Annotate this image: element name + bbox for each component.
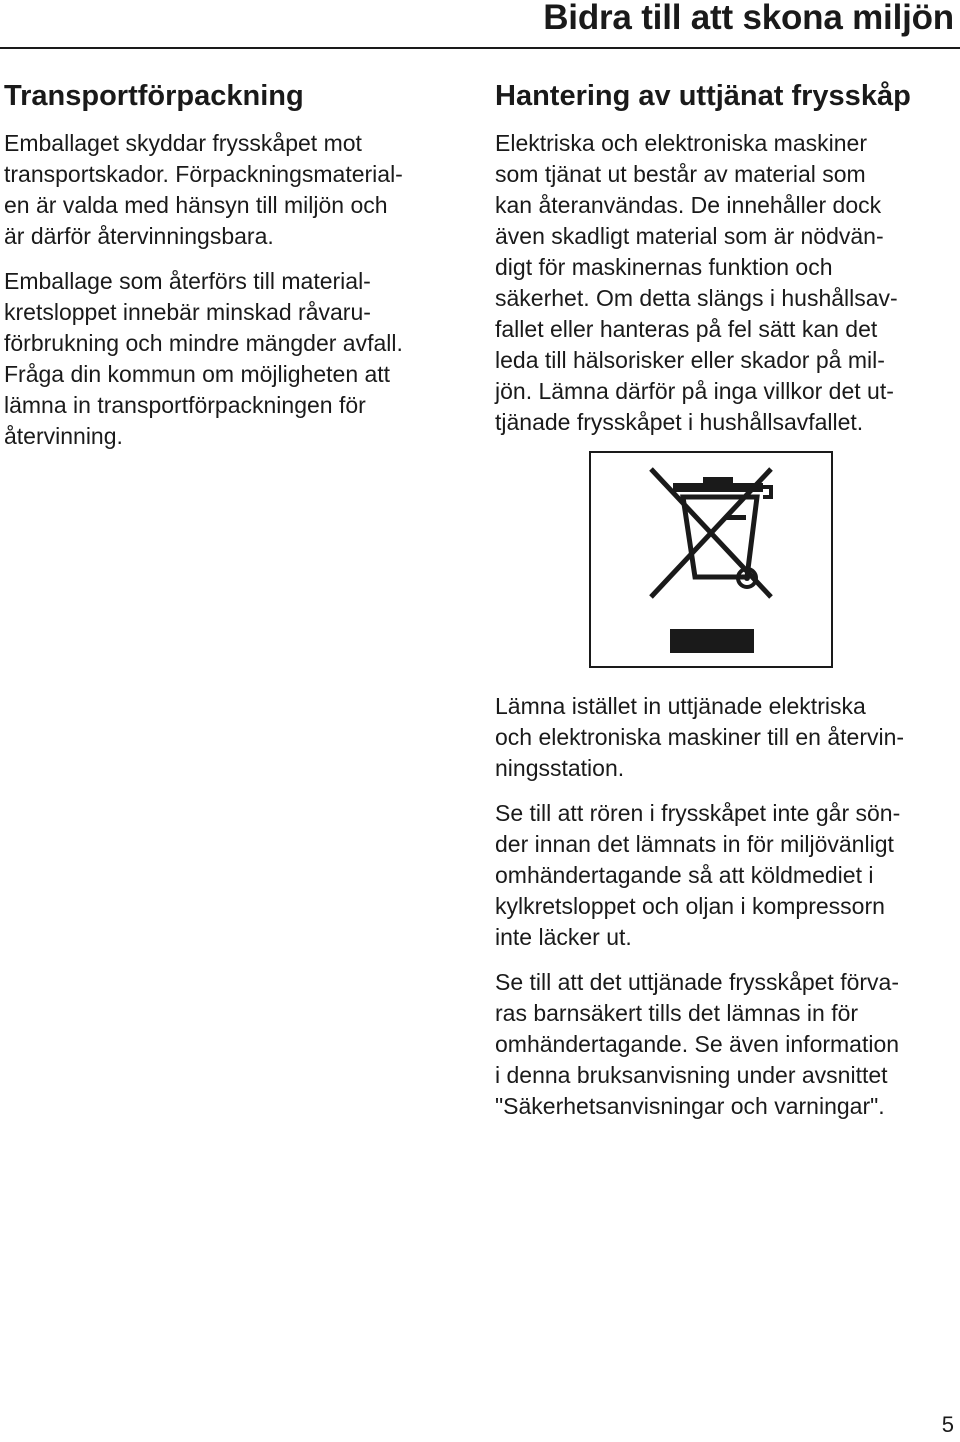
page-header-title: Bidra till att skona miljön (543, 0, 954, 37)
page-number: 5 (941, 1412, 954, 1437)
transport-packaging-heading: Transportförpackning (4, 80, 304, 112)
disposal-intro-paragraph: Elektriska och elektroniska maskiner som tjänat ut består av material som kan återanvändas. De innehåller dock även skadligt material som är nödvän- digt för maskinernas funktion och säkerhet. Om detta slängs i hushållsav- fallet eller hanteras på fel sätt kan det leda till hälsorisker eller skador på mil- jön. Lämna därför på inga villkor det ut- tjänade frysskåpet i hushållsavfallet. (495, 130, 898, 435)
weee-symbol-frame (589, 451, 833, 668)
transport-packaging-paragraph-1: Emballaget skyddar frysskåpet mot transportskador. Förpackningsmaterial- en är valda med hänsyn till miljön och är därför återvinningsbara. (4, 130, 403, 249)
disposal-paragraph-3: Se till att det uttjänade frysskåpet förva- ras barnsäkert tills det lämnas in för omhändertagande. Se även information i denna bruksanvisning under avsnittet "Säkerhetsanvisningar och varningar". (495, 969, 900, 1119)
crossed-out-wheelie-bin-icon (591, 453, 831, 666)
disposal-section (495, 76, 957, 438)
disposal-paragraph-2: Se till att rören i frysskåpet inte går sön- der innan det lämnats in för miljövänligt omhändertagande så att köldmediet i kylkretsloppet och oljan i kompressorn inte läcker ut. (495, 800, 901, 950)
disposal-paragraph-1: Lämna istället in uttjänade elektriska och elektroniska maskiner till en återvin- ningsstation. (495, 693, 905, 781)
transport-packaging-paragraph-2: Emballage som återförs till material- kretsloppet innebär minskad råvaru- förbrukning och mindre mängder avfall. Fråga din kommun om möjligheten att lämna in transportförpackningen för återvinning. (4, 268, 403, 449)
disposal-heading: Hantering av uttjänat frysskåp (495, 80, 911, 112)
transport-packaging-section (4, 76, 466, 452)
disposal-instructions (495, 691, 957, 1122)
header-divider (0, 47, 960, 49)
